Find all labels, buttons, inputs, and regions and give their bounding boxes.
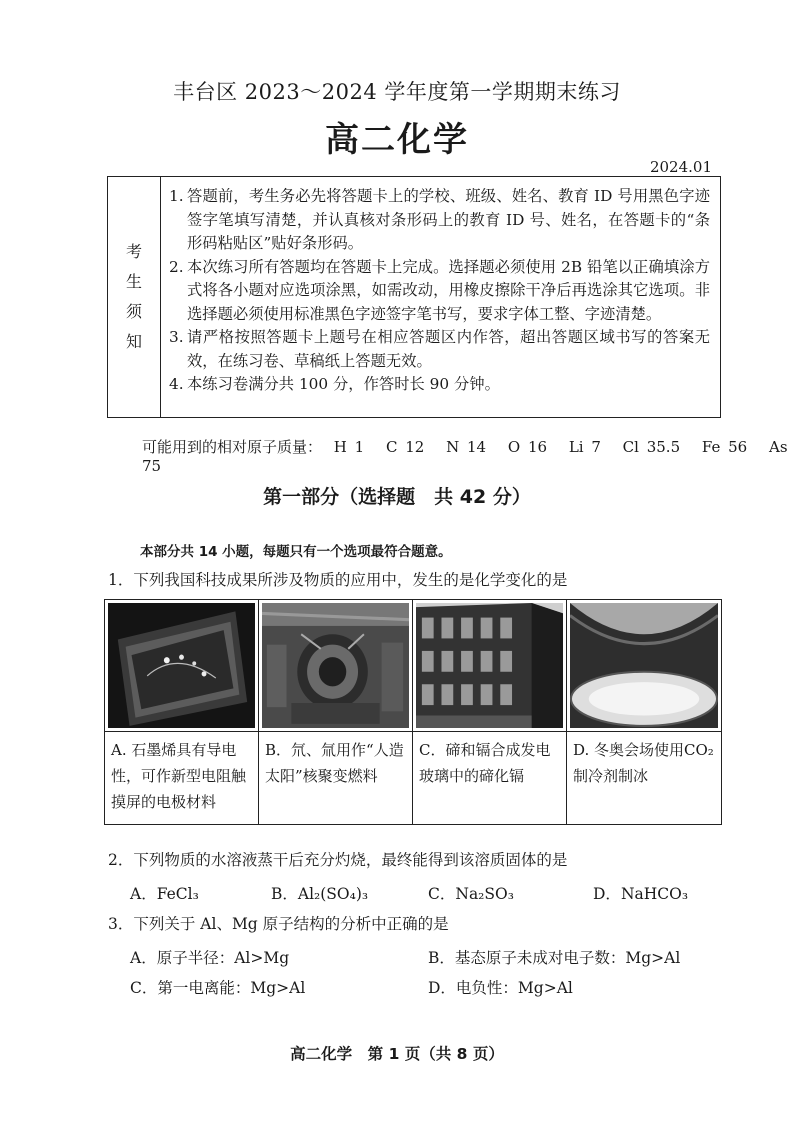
atomic-masses-line: [142, 436, 794, 475]
notice-item-text: 本练习卷满分共 100 分，作答时长 90 分钟。: [187, 375, 500, 393]
candidate-notice-box: [107, 176, 721, 418]
notice-item-number: 2.: [169, 257, 184, 276]
atomic-mass-as: As 75: [142, 438, 788, 475]
notice-item: [169, 256, 710, 327]
power-glass-building-image: [413, 600, 567, 732]
option-formula: NaHCO₃: [620, 885, 689, 903]
question-2-option-b: [271, 882, 368, 904]
question-3-stem: 3．下列关于 Al、Mg 原子结构的分析中正确的是: [108, 915, 449, 933]
notice-item: [169, 373, 710, 397]
notice-item-text: 请严格按照答题卡上题号在相应答题区内作答，超出答题区域书写的答案无效，在练习卷、草稿纸上答题无效。: [187, 328, 710, 370]
question-3-option-a: A．原子半径：Al>Mg: [130, 949, 290, 967]
notice-label-char: 知: [125, 332, 142, 351]
question-2-option-c: [428, 882, 514, 904]
question-1-stem: 1．下列我国科技成果所涉及物质的应用中，发生的是化学变化的是: [108, 571, 568, 589]
exam-title: 丰台区 2023～2024 学年度第一学期期末练习: [173, 80, 621, 104]
atomic-mass-o: O 16: [507, 438, 548, 456]
notice-label-char: 须: [125, 302, 142, 321]
section-intro: 本部分共 14 小题，每题只有一个选项最符合题意。: [140, 544, 452, 560]
notice-item: [169, 326, 710, 373]
atomic-mass-h: H 1: [333, 438, 365, 456]
option-label: C．: [428, 885, 456, 903]
question-2-option-d: [593, 882, 688, 904]
atomic-mass-li: Li 7: [568, 438, 601, 456]
ice-rink-image: [567, 600, 721, 732]
atomic-mass-c: C 12: [385, 438, 425, 456]
question-1-options-table: [104, 599, 722, 825]
atomic-mass-n: N 14: [446, 438, 487, 456]
option-a-caption: A. 石墨烯具有导电性，可作新型电阻触摸屏的电极材料: [105, 732, 259, 824]
notice-item-number: 3.: [169, 328, 184, 346]
notice-item-text: 答题前，考生务必先将答题卡上的学校、班级、姓名、教育 ID 号用黑色字迹签字笔填写清楚，并认真核对条形码上的教育 ID 号、姓名，在答题卡的“条形码粘贴区”贴好条形码。: [187, 187, 710, 252]
notice-item-number: 1.: [169, 187, 184, 205]
option-label: A．: [130, 885, 157, 903]
notice-item-text: 本次练习所有答题均在答题卡上完成。选择题必须使用 2B 铅笔以正确填涂方式将各小题对应选项涂黑，如需改动，用橡皮擦除干净后再选涂其它选项。非选择题必须使用标准黑色字迹签字笔书写，要求字体工整、字迹清楚。: [187, 257, 710, 323]
notice-label-char: 生: [125, 272, 142, 291]
section-title: 第一部分（选择题 共 42 分）: [263, 486, 531, 508]
page-footer: 高二化学 第 1 页（共 8 页）: [290, 1045, 504, 1063]
notice-label-char: 考: [125, 242, 142, 261]
option-c-caption: C．碲和镉合成发电玻璃中的碲化镉: [413, 732, 567, 824]
option-label: B．: [271, 885, 298, 903]
notice-item-number: 4.: [169, 375, 184, 393]
question-2-option-a: [130, 882, 199, 904]
exam-date: 2024.01: [649, 158, 712, 176]
option-formula: FeCl₃: [156, 885, 199, 903]
notice-item: [169, 185, 710, 256]
atomic-mass-fe: Fe 56: [701, 438, 748, 456]
option-d-caption: D. 冬奥会场使用CO₂制冷剂制冰: [573, 741, 714, 785]
option-formula: Na₂SO₃: [455, 885, 514, 903]
atomic-masses-label: 可能用到的相对原子质量：: [142, 438, 323, 456]
option-b-caption: B．氘、氚用作“人造太阳”核聚变燃料: [259, 732, 413, 824]
notice-body: [161, 177, 720, 417]
question-3-option-d: D．电负性：Mg>Al: [428, 979, 573, 997]
option-formula: Al₂(SO₄)₃: [297, 885, 369, 903]
subject-title: 高二化学: [325, 120, 469, 160]
question-3-option-b: B．基态原子未成对电子数：Mg>Al: [428, 949, 681, 967]
question-2-stem: 2．下列物质的水溶液蒸干后充分灼烧，最终能得到该溶质固体的是: [108, 851, 568, 869]
notice-label: [108, 177, 161, 417]
option-label: D．: [593, 885, 621, 903]
question-3-option-c: C．第一电离能：Mg>Al: [130, 979, 306, 997]
artificial-sun-reactor-image: [259, 600, 413, 732]
atomic-mass-cl: Cl 35.5: [622, 438, 681, 456]
graphene-screen-image: [105, 600, 259, 732]
